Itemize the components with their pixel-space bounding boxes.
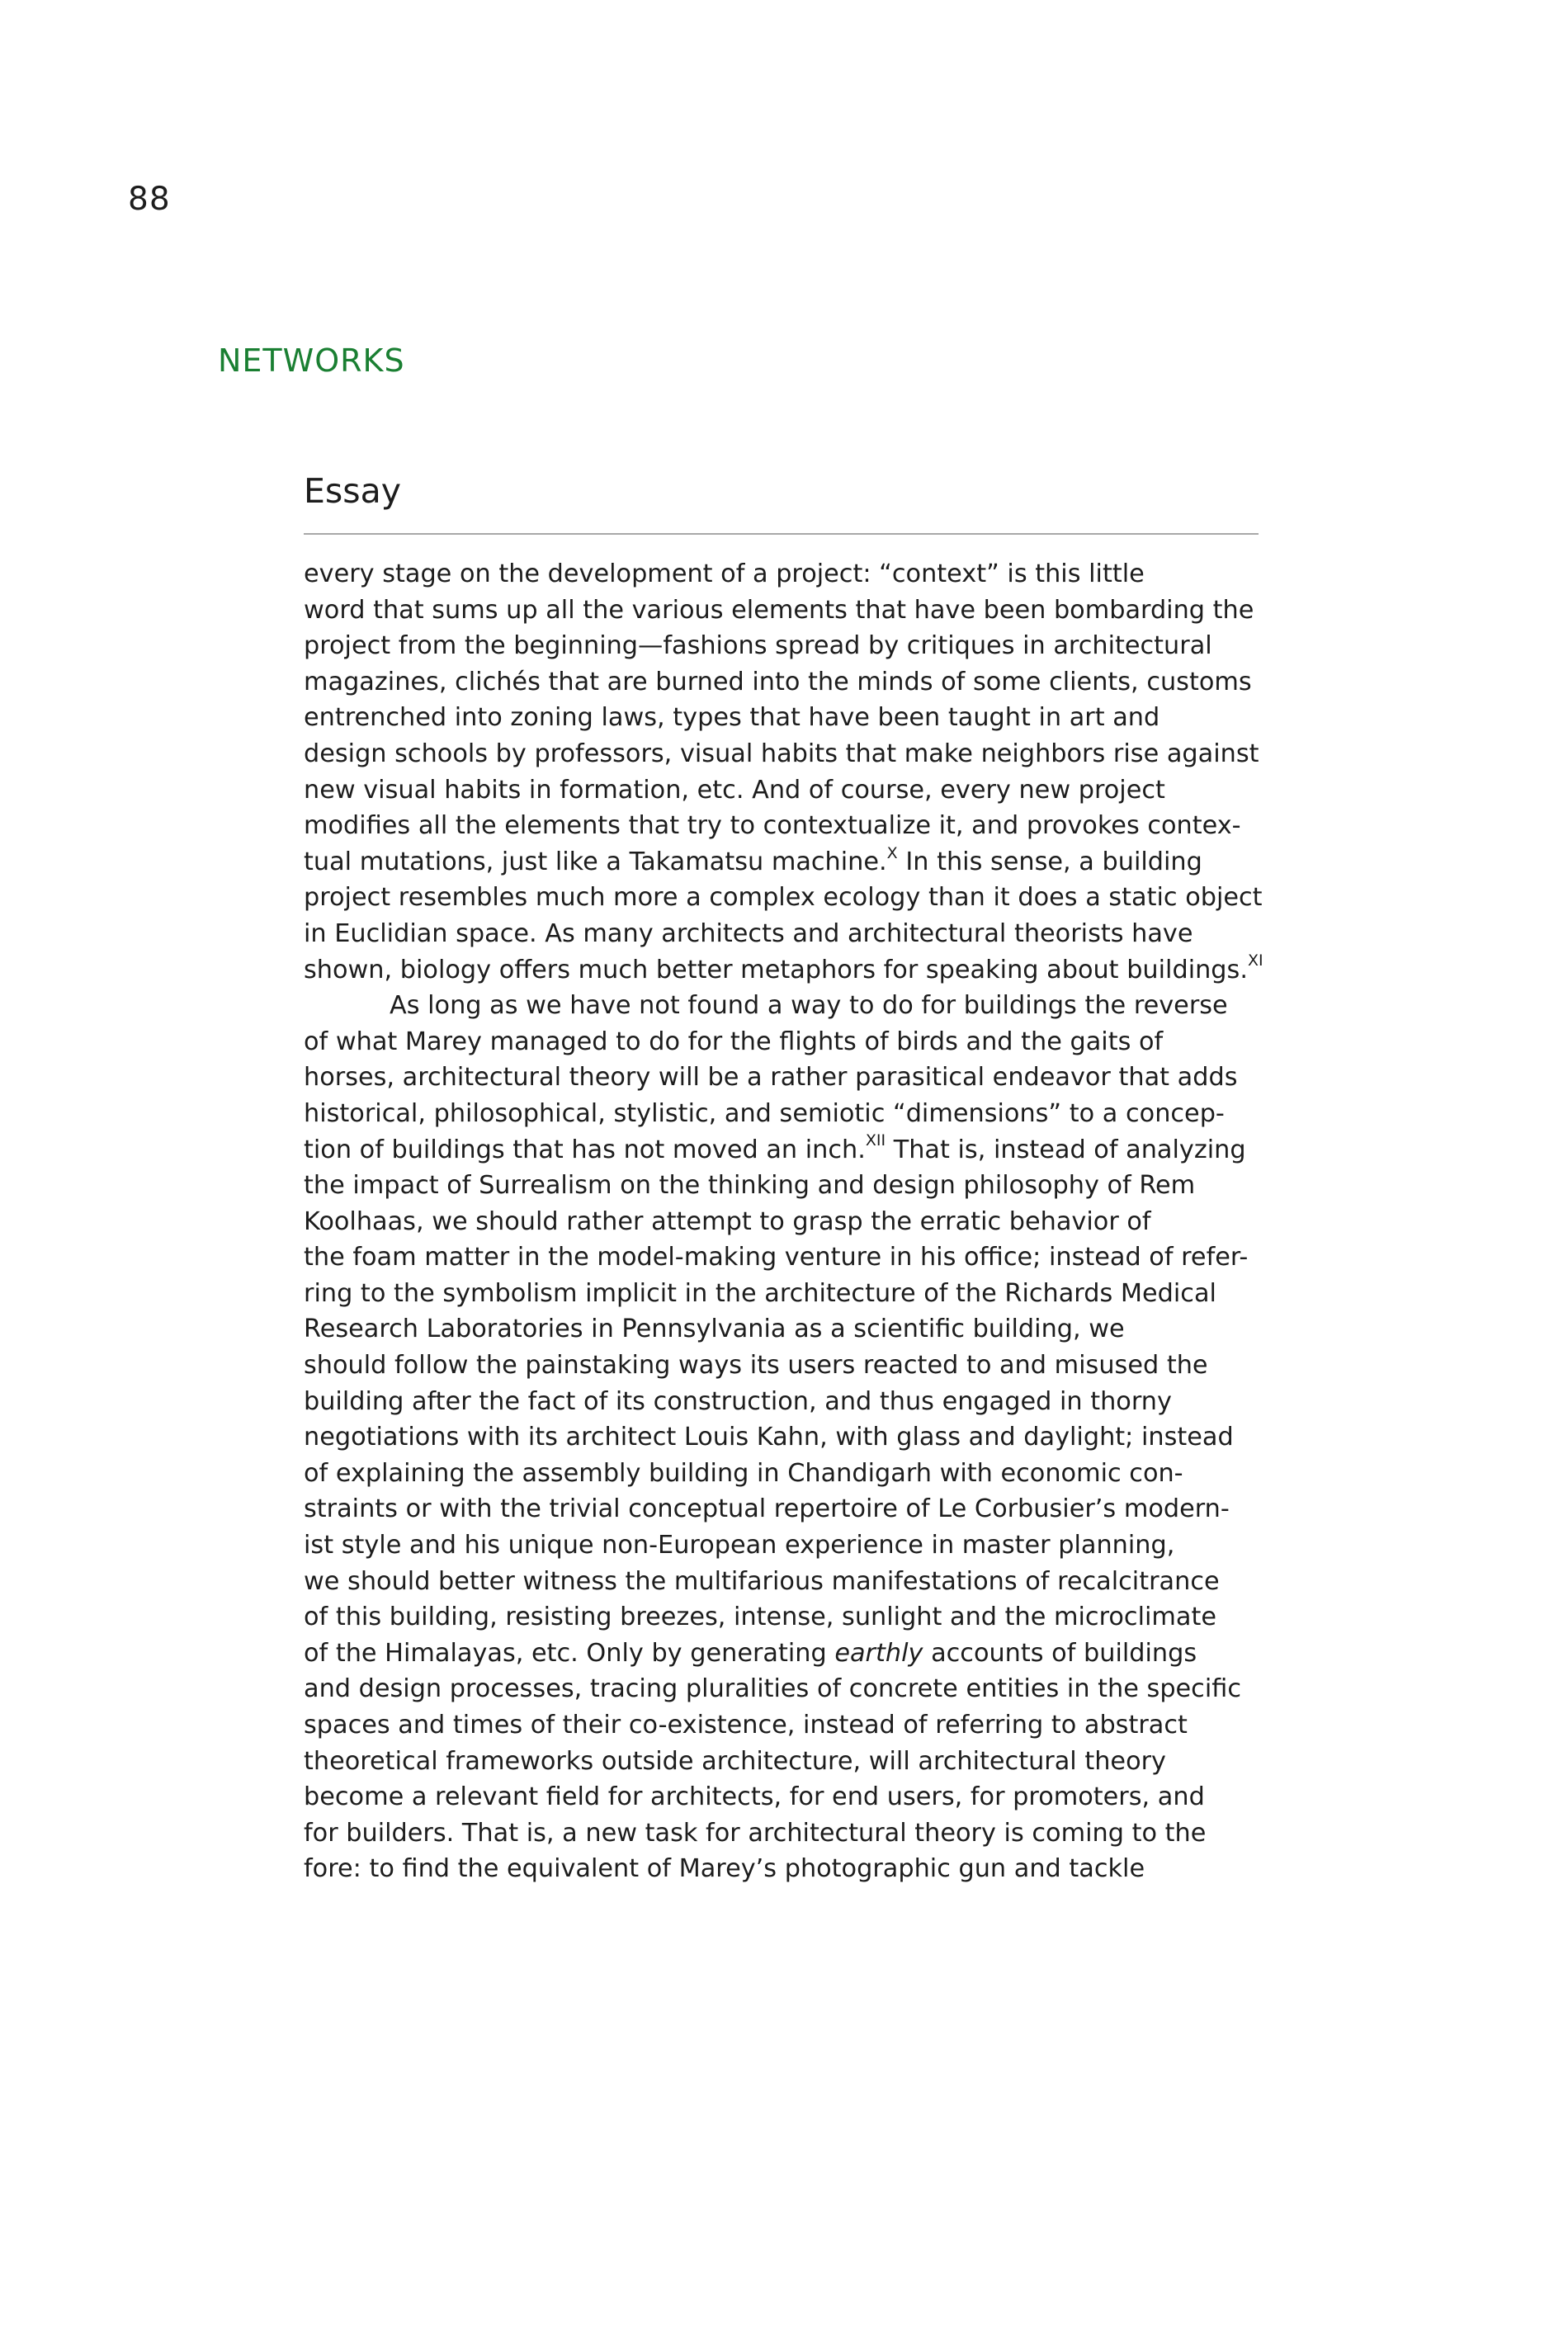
- text-line: theoretical frameworks outside architecture, will architectural theory: [304, 1746, 1166, 1776]
- heading-divider: [304, 533, 1259, 535]
- text-line: negotiations with its architect Louis Kahn, with glass and daylight; instead: [304, 1423, 1234, 1452]
- text-line: word that sums up all the various elements that have been bombarding the: [304, 595, 1254, 625]
- text-line: [304, 952, 1261, 989]
- text-line: entrenched into zoning laws, types that have been taught in art and: [304, 703, 1160, 733]
- text-line: become a relevant field for architects, for end users, for promoters, and: [304, 1782, 1205, 1812]
- text-line: modifies all the elements that try to contextualize it, and provokes contex-: [304, 811, 1241, 841]
- text-line: ring to the symbolism implicit in the architecture of the Richards Medical: [304, 1278, 1216, 1308]
- text-line: historical, philosophical, stylistic, and semiotic “dimensions” to a concep-: [304, 1098, 1225, 1128]
- text-line: fore: to find the equivalent of Marey’s photographic gun and tackle: [304, 1854, 1145, 1884]
- text-line: every stage on the development of a project: “context” is this little: [304, 559, 1145, 588]
- paragraph-start-line: As long as we have not found a way to do for buildings the reverse: [390, 991, 1228, 1021]
- text-line: should follow the painstaking ways its users reacted to and misused the: [304, 1351, 1208, 1381]
- text-line: building after the fact of its construction, and thus engaged in thorny: [304, 1386, 1172, 1416]
- text-line: design schools by professors, visual habits that make neighbors rise against: [304, 739, 1259, 768]
- text-line: and design processes, tracing pluralities of concrete entities in the specific: [304, 1674, 1241, 1704]
- text-line: [304, 1132, 1261, 1168]
- emphasized-word: earthly: [834, 1638, 923, 1668]
- text-segment: accounts of buildings: [923, 1638, 1197, 1668]
- text-segment: shown, biology offers much better metaphors for speaking about buildings.: [304, 955, 1248, 984]
- essay-heading: Essay: [304, 471, 402, 511]
- text-line: straints or with the trivial conceptual repertoire of Le Corbusier’s modern-: [304, 1494, 1230, 1524]
- text-line: we should better witness the multifarious manifestations of recalcitrance: [304, 1566, 1220, 1596]
- text-line: new visual habits in formation, etc. And of course, every new project: [304, 775, 1165, 805]
- text-segment: That is, instead of analyzing: [886, 1135, 1246, 1164]
- text-line: Research Laboratories in Pennsylvania as a scientific building, we: [304, 1315, 1125, 1344]
- text-segment: tion of buildings that has not moved an inch.: [304, 1135, 866, 1164]
- text-line: of this building, resisting breezes, intense, sunlight and the microclimate: [304, 1603, 1216, 1632]
- text-line: spaces and times of their co-existence, instead of referring to abstract: [304, 1711, 1188, 1740]
- text-line: [304, 844, 1261, 880]
- text-line: the impact of Surrealism on the thinking and design philosophy of Rem: [304, 1171, 1196, 1201]
- text-line: magazines, clichés that are burned into the minds of some clients, customs: [304, 667, 1252, 696]
- text-line: the foam matter in the model-making venture in his office; instead of refer-: [304, 1243, 1249, 1272]
- text-segment: of the Himalayas, etc. Only by generating: [304, 1638, 835, 1668]
- footnote-marker: XI: [1247, 951, 1263, 970]
- footnote-marker: X: [886, 843, 898, 862]
- footnote-marker: XII: [865, 1131, 886, 1150]
- text-line: [304, 1636, 1261, 1672]
- text-line: ist style and his unique non-European experience in master planning,: [304, 1531, 1175, 1560]
- text-line: of explaining the assembly building in Chandigarh with economic con-: [304, 1458, 1183, 1488]
- section-title: NETWORKS: [218, 342, 405, 379]
- text-line: horses, architectural theory will be a rather parasitical endeavor that adds: [304, 1063, 1238, 1093]
- text-line: for builders. That is, a new task for architectural theory is coming to the: [304, 1818, 1207, 1848]
- text-line: Koolhaas, we should rather attempt to grasp the erratic behavior of: [304, 1206, 1151, 1236]
- text-line: of what Marey managed to do for the flights of birds and the gaits of: [304, 1027, 1164, 1056]
- text-line: project from the beginning—fashions spread by critiques in architectural: [304, 631, 1212, 661]
- text-segment: In this sense, a building: [897, 847, 1202, 876]
- text-line: in Euclidian space. As many architects and architectural theorists have: [304, 918, 1193, 948]
- essay-body: [304, 556, 1261, 1887]
- text-line: project resembles much more a complex ecology than it does a static object: [304, 883, 1263, 913]
- page-number: 88: [128, 181, 171, 218]
- text-segment: tual mutations, just like a Takamatsu machine.: [304, 847, 887, 876]
